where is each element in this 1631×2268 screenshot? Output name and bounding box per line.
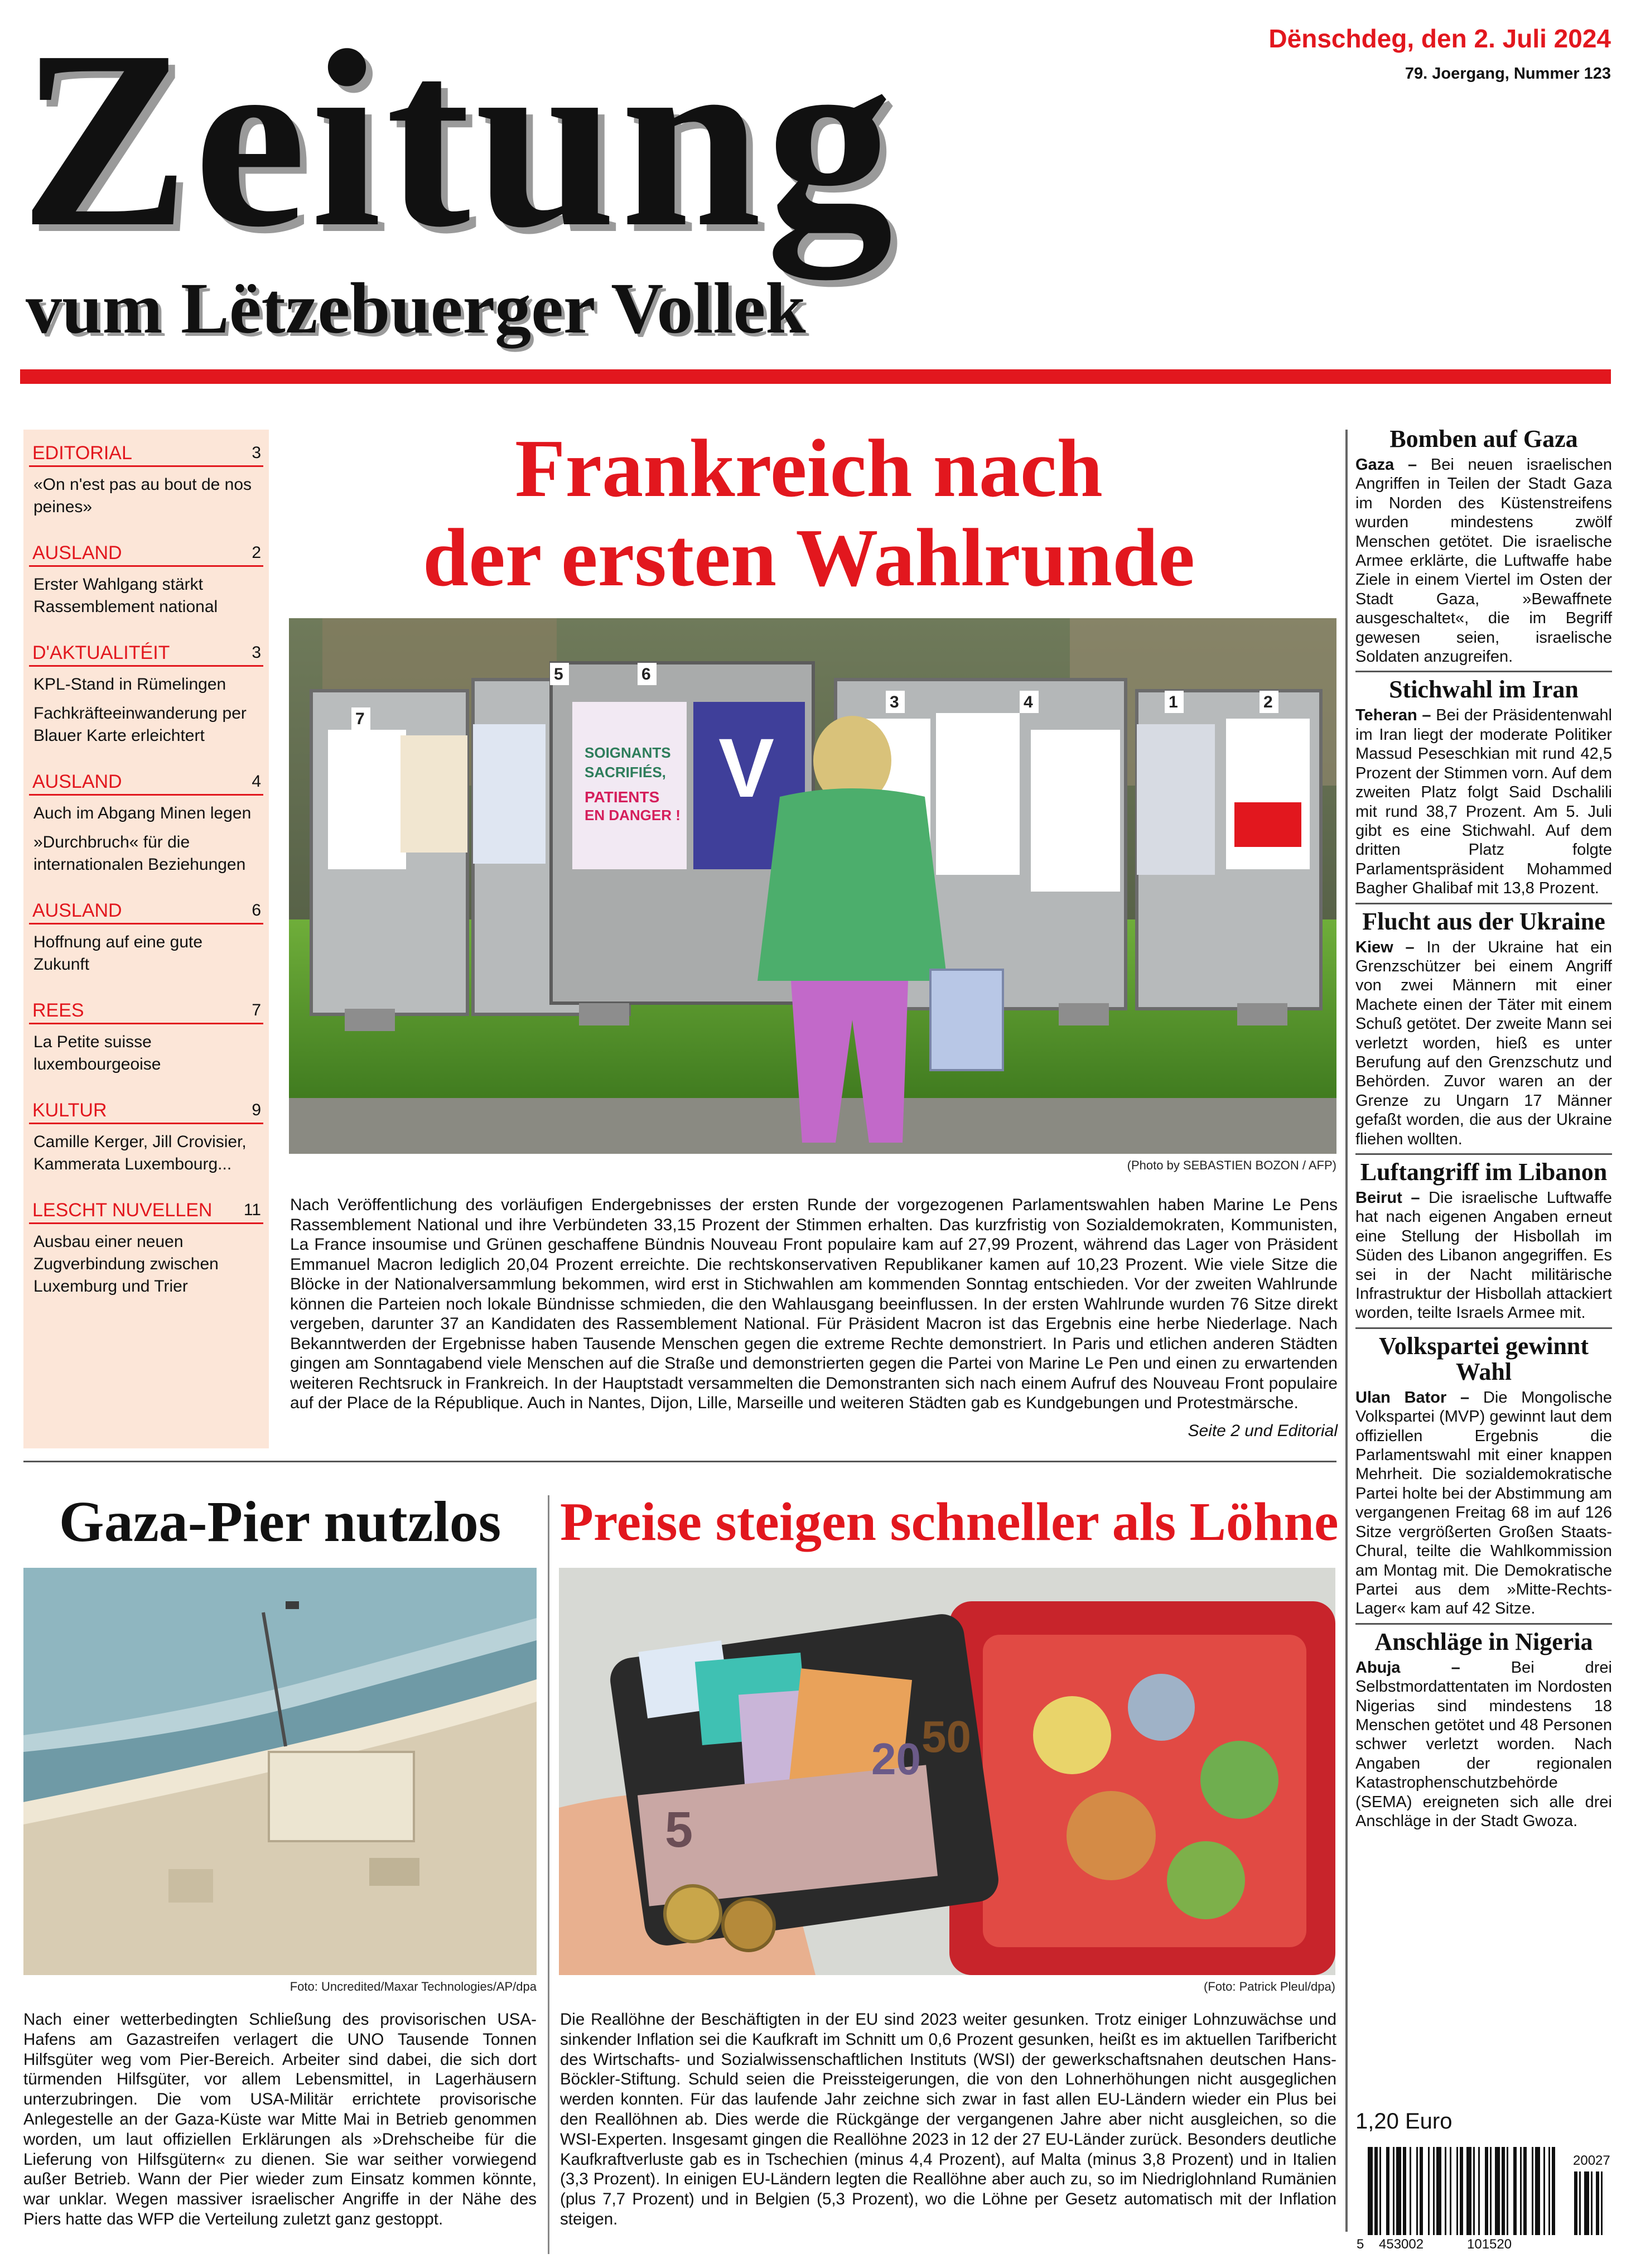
wallet-basket-image: [559, 1568, 1335, 1975]
index-item[interactable]: KPL-Stand in Rümelingen: [33, 675, 226, 694]
brief-news-column: [1355, 426, 1612, 1831]
barcode-addon-number: 20027: [1573, 2153, 1610, 2168]
lead-headline: [290, 424, 1328, 603]
index-page-number: 3: [252, 444, 261, 462]
brief-text: Bei drei Selbstmordattentaten im Nordosten Nigerias sind mindestens 18 Menschen getötet und 48 Personen schwer verletzt worden. Nach Angaben der regionalen Katastrophenschutzbehörde (SEMA) ereigneten sich alle drei Anschläge in der Stadt Gwoza.: [1355, 1658, 1612, 1830]
brief-headline: Volkspartei gewinnt Wahl: [1378, 1332, 1589, 1385]
prices-article-body: Die Reallöhne der Beschäftigten in der EU sind 2023 weiter gesunken. Trotz einiger Lohnzuwächse und sinkender Inflation sei die Kaufkraft im Schnitt um 0,6 Prozent gesunken, heißt es im aktuellen Tarifbericht des Wirtschafts- und Sozialwissenschaftlichen Instituts (WSI) der gewerkschaftsnahen deutschen Hans-Böckler-Stiftung. Schuld seien die Preissteigerungen, die von den Lohnerhöhungen nicht ausgeglichen werden konnten. Für das laufende Jahr zeichne sich zwar in fast allen EU-Ländern wieder ein Plus bei den Reallöhnen ab. Dies werde die Rückgänge der vergangenen Jahre aber nicht ausgleichen, so die WSI-Experten. Insgesamt gingen die Reallöhne 2023 in 12 der 27 EU-Länder zurück. Besonders deutliche Kaufkraftverluste gab es in Tschechien (minus 4,4 Prozent), auf Malta (minus 3,8 Prozent) und in Italien (3,3 Prozent). In einigen EU-Ländern legten die Reallöhne aber auch zu, so im Niedriglohnland Rumänien (plus 7,7 Prozent) und in Belgien (5,3 Prozent), wo die Löhne per Gesetz automatisch mit der Inflation steigen.: [560, 2010, 1336, 2228]
barcode-bar: [1410, 2147, 1411, 2235]
svg-text:5: 5: [665, 1802, 693, 1858]
barcode-bar: [1552, 2147, 1555, 2235]
svg-text:1: 1: [1169, 693, 1178, 711]
brief-separator: [1355, 903, 1612, 904]
index-item[interactable]: Fachkräfteeinwanderung per Blauer Karte erleichtert: [33, 704, 247, 745]
index-section-header[interactable]: [29, 999, 263, 1024]
barcode-bar: [1520, 2147, 1522, 2235]
barcode-bar: [1396, 2147, 1401, 2235]
issue-number: 79. Joergang, Nummer 123: [1405, 65, 1611, 83]
brief-headline: Flucht aus der Ukraine: [1362, 907, 1605, 935]
brief-separator: [1355, 1153, 1612, 1155]
brief-dateline: Gaza –: [1355, 456, 1417, 474]
gaza-pier-photo: [23, 1568, 537, 1975]
barcode-bar: [1490, 2147, 1492, 2235]
brief-body: [1355, 1188, 1612, 1323]
barcode-addon-bar: [1579, 2171, 1581, 2235]
index-section-header[interactable]: [29, 442, 263, 467]
barcode-addon-bar: [1601, 2171, 1603, 2235]
index-section-header[interactable]: [29, 899, 263, 924]
brief-dateline: Beirut –: [1355, 1189, 1420, 1207]
brief-dateline: Ulan Bator –: [1355, 1388, 1470, 1407]
brief-body: [1355, 706, 1612, 898]
index-section-header[interactable]: [29, 771, 263, 796]
barcode-bar: [1473, 2147, 1475, 2235]
index-item[interactable]: «On n'est pas au bout de nos peines»: [33, 475, 252, 516]
brief-headline: Anschläge in Nigeria: [1374, 1627, 1593, 1655]
barcode-bar: [1495, 2147, 1500, 2235]
svg-text:50: 50: [921, 1712, 971, 1761]
brief-body: [1355, 938, 1612, 1149]
barcode-bar: [1507, 2147, 1508, 2235]
barcode-bar: [1502, 2147, 1505, 2235]
barcode-bar: [1478, 2147, 1480, 2235]
svg-text:EN DANGER !: EN DANGER !: [585, 807, 681, 824]
barcode-bar: [1535, 2147, 1540, 2235]
svg-text:6: 6: [641, 665, 651, 683]
column-rule-right: [1345, 430, 1348, 2232]
barcode-bar: [1374, 2147, 1378, 2235]
brief-headline: Bomben auf Gaza: [1389, 425, 1578, 452]
barcode-bar: [1393, 2147, 1394, 2235]
svg-text:PATIENTS: PATIENTS: [585, 788, 660, 806]
brief-body: [1355, 455, 1612, 666]
index-section-name: AUSLAND: [32, 900, 122, 921]
index-page-number: 3: [252, 643, 261, 662]
index-page-number: 7: [252, 1001, 261, 1019]
index-section-header[interactable]: [29, 542, 263, 567]
barcode-bar: [1532, 2147, 1533, 2235]
svg-text:SACRIFIÉS,: SACRIFIÉS,: [585, 764, 666, 781]
lead-page-reference: Seite 2 und Editorial: [1188, 1422, 1338, 1440]
brief-body: [1355, 1658, 1612, 1831]
barcode-middle-digits: 453002: [1379, 2237, 1424, 2252]
index-section-name: EDITORIAL: [32, 442, 132, 464]
prices-headline: Preise steigen schneller als Löhne: [560, 1492, 1339, 1552]
index-section-name: KULTUR: [32, 1100, 107, 1121]
barcode-bar: [1433, 2147, 1435, 2235]
index-page-number: 11: [243, 1201, 261, 1219]
barcode-bar: [1513, 2147, 1517, 2235]
barcode-bar: [1543, 2147, 1545, 2235]
index-item[interactable]: Camille Kerger, Jill Crovisier, Kammerata Luxembourg...: [33, 1133, 247, 1173]
index-page-number: 2: [252, 543, 261, 562]
lead-photo: [289, 618, 1336, 1154]
barcode-bar: [1548, 2147, 1550, 2235]
svg-text:2: 2: [1263, 693, 1273, 711]
barcode-bar: [1379, 2147, 1381, 2235]
brief-dateline: Abuja –: [1355, 1658, 1460, 1677]
barcode-addon-bar: [1596, 2171, 1599, 2235]
lead-article-body: Nach Veröffentlichung des vorläufigen Endergebnisses der ersten Runde der vorgezogenen Parlamentswahlen haben Marine Le Pens Rassemblement National und ihre Verbündeten 33,15 Prozent der Stimmen erhalten. Das kurzfristig von Sozialdemokraten, Kommunisten, La France insoumise und Grünen geschaffene Bündnis Nouveau Front populaire kam auf 27,99 Prozent, während das Lager von Präsident Emmanuel Macron lediglich 20,04 Prozent erreichte. Die rechtskonservativen Republikaner kamen auf 10,23 Prozent. Wie viele Sitze die Blöcke in der Nationalversammlung bekommen, wird erst in Stichwahlen am kommenden Sonntag entschieden. Vor der zweiten Wahlrunde können die Parteien noch lokale Bündnisse schmieden, die den Wahlausgang beeinflussen. In der ersten Wahlrunde wurden 76 Sitze direkt vergeben, darunter 37 an Kandidaten des Rassemblement National. Für Präsident Macron ist das Ergebnis eine herbe Niederlage. Nach Bekanntwerden der Ergebnisse haben Tausende Menschen gegen die extreme Rechte demonstriert. In Paris und etlichen anderen Städten gingen am Sonntagabend viele Menschen auf die Straße und demonstrierten gegen die Partei von Marine Le Pen und einen zu erwartenden weiteren Rechtsruck in Frankreich. In der Hauptstadt versammelten die Demonstranten sich nach einem Aufruf des Nouveau Front populaire auf der Place de la République. Auch in Nantes, Dijon, Lille, Marseille und weiteren Städten gab es Kundgebungen und Protestmärsche.: [290, 1196, 1338, 1412]
index-section-header[interactable]: [29, 1099, 263, 1124]
brief-dateline: Teheran –: [1355, 706, 1431, 725]
index-section-name: REES: [32, 1000, 84, 1021]
brief-separator: [1355, 1327, 1612, 1329]
index-section-header[interactable]: [29, 1199, 263, 1224]
barcode-bar: [1466, 2147, 1471, 2235]
column-rule-bottom: [548, 1495, 549, 2254]
barcode-bar: [1386, 2147, 1389, 2235]
barcode-bar: [1460, 2147, 1463, 2235]
barcode-addon-bar: [1584, 2171, 1589, 2235]
election-posters-image: [289, 618, 1336, 1154]
svg-text:20: 20: [871, 1734, 921, 1784]
index-section-name: AUSLAND: [32, 542, 122, 564]
brief-text: Bei der Präsidentenwahl im Iran liegt der moderate Politiker Massud Peseschkian mit rund 42,5 Prozent der Stimmen vorn. Auf dem zweiten Platz folgt Said Dschalili mit rund 38,7 Prozent. Am 5. Juli gibt es eine Stichwahl. Auf dem dritten Platz folgte Parlamentspräsident Mohammed Bagher Ghalibaf mit 13,8 Prozent.: [1355, 706, 1612, 898]
barcode-bar: [1420, 2147, 1423, 2235]
index-item[interactable]: »Durchbruch« für die internationalen Beziehungen: [33, 833, 246, 874]
index-page-number: 4: [252, 772, 261, 791]
index-section-name: AUSLAND: [32, 771, 122, 792]
gaza-pier-article-body: Nach einer wetterbedingten Schließung des provisorischen USA-Hafens am Gazastreifen verlagert die UNO Tausende Tonnen Hilfsgüter weg vom Pier-Bereich. Arbeiter sind dabei, die sich dort türmenden Hilfsgüter, vor allem Lebensmittel, in Lagerhäusern unterzubringen. Die vom USA-Militär errichtete provisorische Anlegestelle an der Gaza-Küste war Mitte Mai in Betrieb genommen worden, um laut offiziellen Erklärungen als »Drehscheibe für die Lieferung von Hilfsgütern« zu dienen. Sie war seither vorwiegend außer Betrieb. Wann der Pier wieder zum Einsatz kommen könnte, war unklar. Wegen massiver israelischer Angriffe in der Nähe des Piers hatte das WFP die Verteilung zuletzt ganz gestoppt.: [23, 2010, 537, 2228]
index-item[interactable]: Ausbau einer neuen Zugverbindung zwischen Luxemburg und Trier: [33, 1232, 219, 1296]
brief-dateline: Kiew –: [1355, 938, 1415, 956]
barcode-graphic: [1355, 2142, 1610, 2254]
barcode-bar: [1428, 2147, 1430, 2235]
barcode-bar: [1445, 2147, 1446, 2235]
barcode-right-digits: 101520: [1467, 2237, 1512, 2252]
lead-headline-line-2: der ersten Wahlrunde: [422, 512, 1195, 604]
brief-separator: [1355, 671, 1612, 672]
barcode-bar: [1416, 2147, 1418, 2235]
prices-photo-credit: (Foto: Patrick Pleul/dpa): [1204, 1980, 1335, 1993]
section-rule: [23, 1461, 1336, 1462]
cover-price: 1,20 Euro: [1355, 2109, 1453, 2134]
barcode-bar: [1485, 2147, 1488, 2235]
barcode-bar: [1436, 2147, 1441, 2235]
brief-body: [1355, 1388, 1612, 1619]
gaza-pier-headline: Gaza-Pier nutzlos: [59, 1490, 501, 1554]
satellite-image: [23, 1568, 537, 1975]
svg-text:4: 4: [1024, 693, 1033, 711]
barcode-bar: [1368, 2147, 1373, 2235]
brief-text: Die israelische Luftwaffe hat nach eigenen Angaben erneut eine Stellung der Hisbollah im Süden des Libanon angegriffen. Es sei in der Nacht militärische Infrastruktur der Hisbollah attackiert worden, teilte Israels Armee mit.: [1355, 1189, 1612, 1322]
barcode-addon-bar: [1574, 2171, 1577, 2235]
table-of-contents: [23, 430, 269, 1448]
index-section-name: LESCHT NUVELLEN: [32, 1200, 213, 1221]
brief-headline: Stichwahl im Iran: [1389, 676, 1579, 704]
svg-text:3: 3: [890, 693, 899, 711]
barcode-bar: [1403, 2147, 1406, 2235]
brief-headline: Luftangriff im Libanon: [1360, 1158, 1608, 1186]
barcode-bar: [1523, 2147, 1527, 2235]
brief-text: Die Mongolische Volkspartei (MVP) gewinnt laut dem offiziellen Ergebnis die Parlamentswahl mit einer knappen Mehrheit. Die sozialdemokratische Partei holte bei der Abstimmung am vergangenen Freitag 68 im auf 126 Sitze vergrößerten Großen Staats-Chural, teilte die Wahlkommission am Montag mit. Die Demokratische Partei aus dem »Mitte-Rechts-Lager« kam auf 42 Sitze.: [1355, 1388, 1613, 1618]
gaza-pier-photo-credit: Foto: Uncredited/Maxar Technologies/AP/dpa: [289, 1980, 537, 1993]
index-section-header[interactable]: [29, 642, 263, 667]
barcode-left-digit: 5: [1357, 2237, 1364, 2252]
masthead-rule: [20, 369, 1611, 384]
svg-text:SOIGNANTS: SOIGNANTS: [585, 744, 671, 761]
masthead-subtitle: vum Lëtzebuerger Vollek: [26, 268, 806, 349]
brief-text: Bei neuen israelischen Angriffen in Teilen der Stadt Gaza im Norden des Küstenstreifens wurden mindestens zwölf Menschen getötet. Die israelische Armee erklärte, die Luftwaffe habe Ziele in einem Viertel im Osten der Stadt Gaza, »Bewaffnete ausgeschaltet«, die im Begriff gewesen seien, israelische Soldaten anzugreifen.: [1355, 456, 1612, 666]
barcode-bar: [1450, 2147, 1451, 2235]
svg-text:V: V: [718, 721, 775, 815]
index-page-number: 9: [252, 1101, 261, 1119]
brief-text: In der Ukraine hat ein Grenzschützer bei einem Angriff von zwei Männern mit einer Machete einen der Täter mit einem Schuß getötet. Der zweite Mann sei verletzt worden, hieß es unter Berufung auf den Grenzschutz und Behörden. Zuvor waren an der Grenze zu Ungarn 17 Männer gefaßt worden, die aus der Ukraine fliehen wollten.: [1355, 938, 1612, 1148]
barcode-bar: [1456, 2147, 1458, 2235]
lead-photo-credit: (Photo by SEBASTIEN BOZON / AFP): [1127, 1158, 1336, 1172]
svg-text:5: 5: [554, 665, 563, 683]
masthead-title: Zeitung: [20, 0, 897, 280]
index-page-number: 6: [252, 901, 261, 919]
barcode-addon-bar: [1591, 2171, 1593, 2235]
index-item[interactable]: Erster Wahlgang stärkt Rassemblement national: [33, 575, 218, 616]
index-section-name: D'AKTUALITÉIT: [32, 642, 170, 663]
lead-headline-line-1: Frankreich nach: [515, 423, 1103, 514]
svg-text:7: 7: [355, 710, 365, 728]
prices-photo: [559, 1568, 1335, 1975]
index-item[interactable]: Auch im Abgang Minen legen: [33, 804, 252, 822]
index-item[interactable]: La Petite suisse luxembourgeoise: [33, 1033, 161, 1073]
brief-separator: [1355, 1623, 1612, 1625]
index-item[interactable]: Hoffnung auf eine gute Zukunft: [33, 933, 203, 974]
issue-date: Dënschdeg, den 2. Juli 2024: [1268, 24, 1611, 53]
barcode: [1355, 2142, 1610, 2254]
